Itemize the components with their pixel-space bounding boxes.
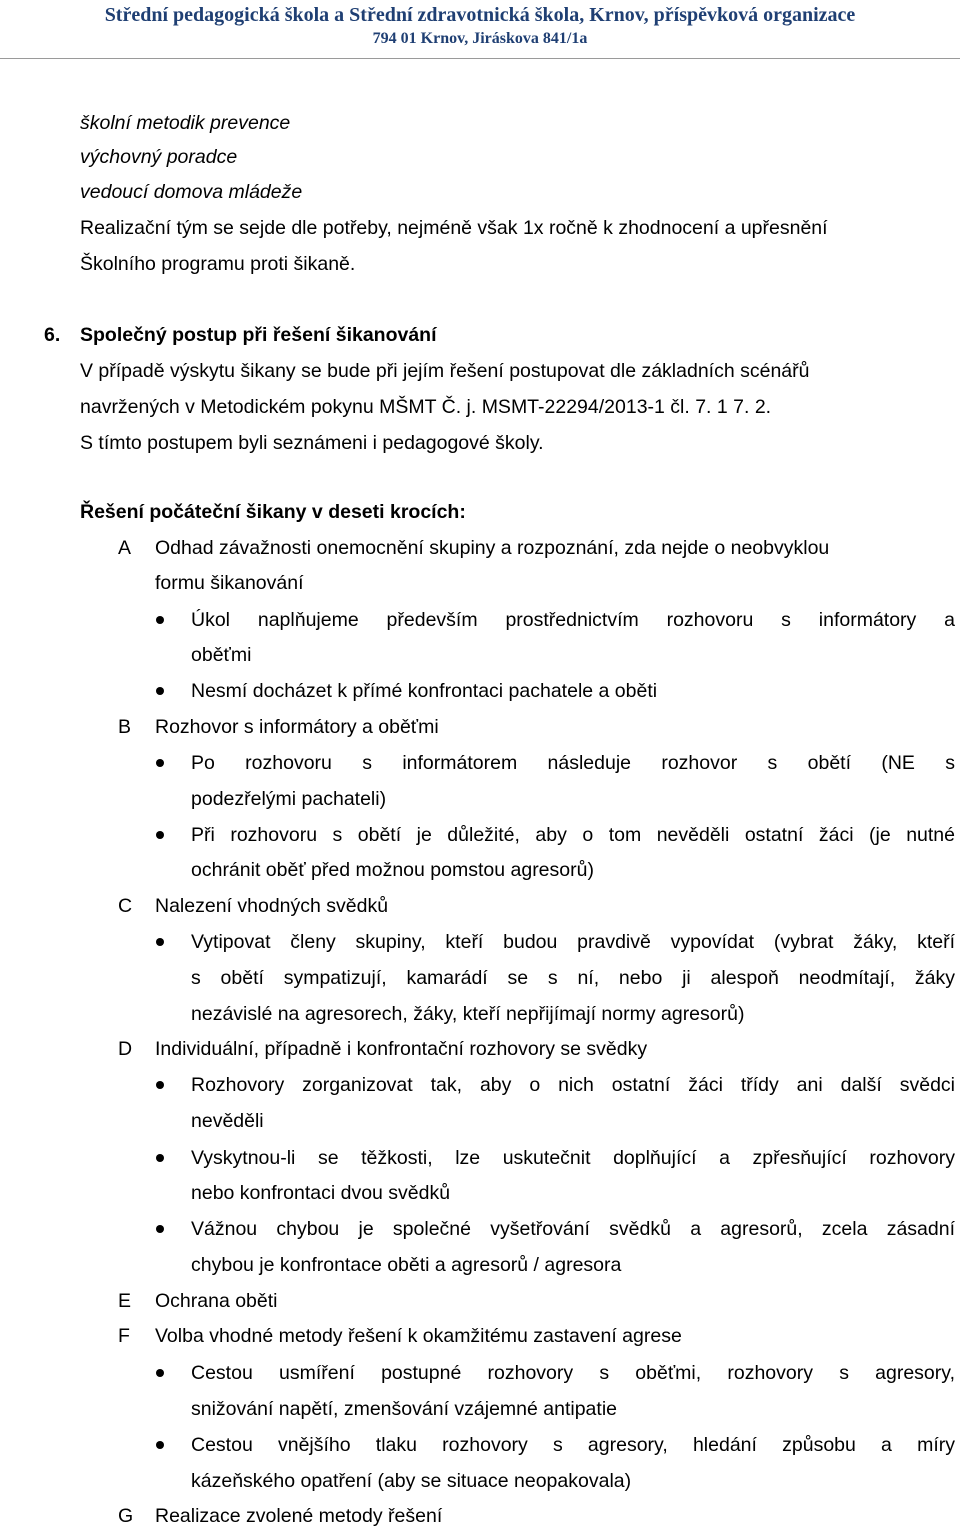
step-text: Nalezení vhodných svědků <box>155 895 389 917</box>
bullet-text: ochránit oběť před možnou pomstou agresorů) <box>191 859 594 881</box>
step-letter: C <box>118 895 133 917</box>
bullet-text: Úkol naplňujeme především prostřednictvím rozhovoru s informátory a <box>191 609 955 631</box>
bullet-icon <box>156 1369 164 1377</box>
step-letter: F <box>118 1325 130 1347</box>
team-member: vedoucí domova mládeže <box>80 181 303 203</box>
step-letter: D <box>118 1038 133 1060</box>
bullet-text: Cestou usmíření postupné rozhovory s oběťmi, rozhovory s agresory, <box>191 1362 955 1384</box>
bullet-text: Vážnou chybou je společné vyšetřování svědků a agresorů, zcela zásadní <box>191 1218 955 1240</box>
bullet-text: oběťmi <box>191 644 252 666</box>
bullet-icon <box>156 831 164 839</box>
school-address-header: 794 01 Krnov, Jiráskova 841/1a <box>372 30 588 47</box>
step-text: Odhad závažnosti onemocnění skupiny a rozpoznání, zda nejde o neobvyklou <box>155 537 830 559</box>
section-body-line: S tímto postupem byli seznámeni i pedagogové školy. <box>80 432 544 454</box>
bullet-icon <box>156 1154 164 1162</box>
step-text: formu šikanování <box>155 572 304 594</box>
step-letter: G <box>118 1505 134 1527</box>
section-body-line: navržených v Metodickém pokynu MŠMT Č. j. MSMT-22294/2013-1 čl. 7. 1 7. 2. <box>80 396 772 418</box>
bullet-icon <box>156 938 164 946</box>
bullet-icon <box>156 1441 164 1449</box>
step-text: Realizace zvolené metody řešení <box>155 1505 443 1527</box>
school-name-header: Střední pedagogická škola a Střední zdravotnická škola, Krnov, příspěvková organizace <box>104 4 856 26</box>
bullet-text: chybou je konfrontace oběti a agresorů / agresora <box>191 1254 622 1276</box>
team-note-line: Realizační tým se sejde dle potřeby, nejméně však 1x ročně k zhodnocení a upřesnění <box>80 217 828 239</box>
team-member: výchovný poradce <box>80 146 238 168</box>
bullet-text: Vytipovat členy skupiny, kteří budou pravdivě vypovídat (vybrat žáky, kteří <box>191 931 955 953</box>
section-title: Společný postup při řešení šikanování <box>80 324 437 346</box>
bullet-text: s obětí sympatizují, kamarádí se s ní, nebo ji alespoň neodmítají, žáky <box>191 967 955 989</box>
bullet-text: nezávislé na agresorech, žáky, kteří nepřijímají normy agresorů) <box>191 1003 745 1025</box>
step-text: Rozhovor s informátory a oběťmi <box>155 716 439 738</box>
step-letter: B <box>118 716 132 738</box>
bullet-text: nevěděli <box>191 1110 264 1132</box>
step-text: Volba vhodné metody řešení k okamžitému zastavení agrese <box>155 1325 682 1347</box>
bullet-text: Nesmí docházet k přímé konfrontaci pachatele a oběti <box>191 680 658 702</box>
bullet-text: kázeňského opatření (aby se situace neopakovala) <box>191 1470 632 1492</box>
step-letter: A <box>118 537 132 559</box>
bullet-text: Rozhovory zorganizovat tak, aby o nich ostatní žáci třídy ani další svědci <box>191 1074 955 1096</box>
bullet-icon <box>156 616 164 624</box>
steps-heading: Řešení počáteční šikany v deseti krocích: <box>80 501 466 523</box>
team-note-line: Školního programu proti šikaně. <box>80 253 356 275</box>
bullet-icon <box>156 687 164 695</box>
bullet-text: Při rozhovoru s obětí je důležité, aby o tom nevěděli ostatní žáci (je nutné <box>191 824 955 846</box>
section-body-line: V případě výskytu šikany se bude při jejím řešení postupovat dle základních scénářů <box>80 360 810 382</box>
section-number: 6. <box>44 324 61 346</box>
header-divider <box>0 58 960 59</box>
bullet-text: Vyskytnou-li se těžkosti, lze uskutečnit doplňující a zpřesňující rozhovory <box>191 1147 955 1169</box>
bullet-icon <box>156 1081 164 1089</box>
step-text: Ochrana oběti <box>155 1290 278 1312</box>
bullet-text: nebo konfrontaci dvou svědků <box>191 1182 451 1204</box>
bullet-text: snižování napětí, zmenšování vzájemné antipatie <box>191 1398 618 1420</box>
bullet-icon <box>156 1225 164 1233</box>
team-member: školní metodik prevence <box>80 112 291 134</box>
bullet-text: Cestou vnějšího tlaku rozhovory s agresory, hledání způsobu a míry <box>191 1434 955 1456</box>
step-text: Individuální, případně i konfrontační rozhovory se svědky <box>155 1038 648 1060</box>
step-letter: E <box>118 1290 132 1312</box>
bullet-icon <box>156 759 164 767</box>
bullet-text: podezřelými pachateli) <box>191 788 387 810</box>
bullet-text: Po rozhovoru s informátorem následuje rozhovor s obětí (NE s <box>191 752 955 774</box>
